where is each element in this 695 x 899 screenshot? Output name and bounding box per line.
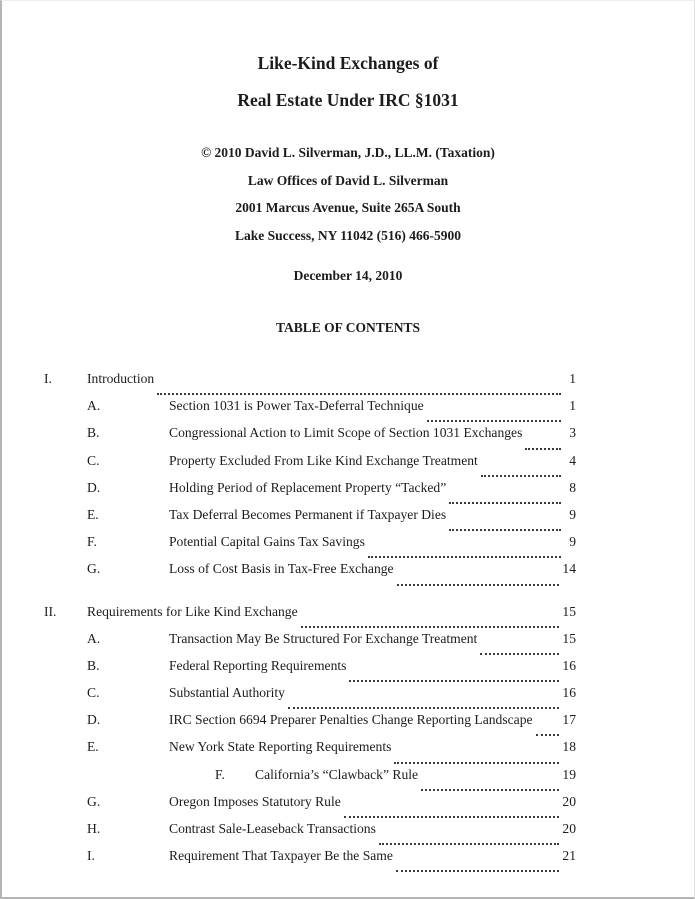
- toc-entry-title: Substantial Authority: [169, 685, 285, 701]
- toc-row: [44, 507, 576, 534]
- toc-entry-page: 8: [569, 479, 576, 495]
- dot-leader: [397, 584, 560, 586]
- dot-leader: [288, 707, 559, 709]
- toc-row: [44, 398, 576, 425]
- toc-entry-title: Requirements for Like Kind Exchange: [87, 603, 298, 619]
- toc-entry-number: C.: [87, 452, 100, 468]
- toc-entry-number: B.: [87, 425, 100, 441]
- toc-entry-title: Contrast Sale-Leaseback Transactions: [169, 821, 376, 836]
- dot-leader: [379, 843, 560, 845]
- toc-entry-page: 3: [569, 425, 576, 441]
- toc-entry-page: 14: [562, 561, 576, 577]
- toc-entry-page: 20: [562, 821, 576, 836]
- toc-entry-number: G.: [87, 793, 101, 809]
- toc-row: [44, 561, 576, 588]
- dot-leader: [349, 680, 559, 682]
- city-phone-line: Lake Success, NY 11042 (516) 466-5900: [235, 227, 461, 243]
- toc-entry-number: E.: [87, 739, 99, 755]
- document-title-line1: Like-Kind Exchanges of: [257, 53, 439, 73]
- document-title-line2: Real Estate Under IRC §1031: [237, 90, 459, 110]
- toc-entry-title: New York State Reporting Requirements: [169, 739, 392, 755]
- toc-entry-page: 16: [562, 657, 576, 673]
- toc-entry-title: Transaction May Be Structured For Exchange Treatment: [169, 630, 478, 646]
- toc-row: [44, 848, 576, 875]
- toc-entry-number: D.: [87, 712, 101, 728]
- author-block: [44, 139, 652, 249]
- dot-leader: [481, 475, 561, 477]
- toc-entry-title: Introduction: [87, 371, 155, 386]
- dot-leader: [421, 789, 559, 791]
- dot-leader: [449, 502, 561, 504]
- toc-heading: TABLE OF CONTENTS: [275, 320, 421, 335]
- toc-entry-title: IRC Section 6694 Preparer Penalties Change Reporting Landscape: [169, 712, 533, 728]
- dot-leader: [368, 556, 561, 558]
- toc-entry-number: H.: [87, 821, 101, 836]
- toc-entry-page: 1: [569, 371, 576, 386]
- toc-entry-number: I.: [87, 848, 95, 864]
- toc-entry-number: C.: [87, 685, 100, 701]
- dot-leader: [536, 734, 560, 736]
- copyright-line: © 2010 David L. Silverman, J.D., LL.M. (Taxation): [201, 145, 495, 160]
- toc-entry-page: 15: [562, 630, 576, 646]
- toc-entry-number: I.: [44, 371, 52, 386]
- toc-entry-number: A.: [87, 630, 101, 646]
- dot-leader: [301, 626, 560, 628]
- toc-entry-number: F.: [87, 534, 97, 550]
- toc-row: [44, 631, 576, 658]
- address-line: 2001 Marcus Avenue, Suite 265A South: [235, 200, 461, 215]
- toc-row: [44, 712, 576, 739]
- toc-row: [44, 534, 576, 561]
- toc-row: [44, 821, 576, 848]
- toc-entry-page: 9: [569, 534, 576, 550]
- dot-leader: [427, 420, 561, 422]
- toc-entry-number: II.: [44, 603, 57, 619]
- toc-entry-number: G.: [87, 561, 101, 577]
- toc-entry-page: 21: [562, 848, 576, 864]
- document-date: December 14, 2010: [293, 268, 403, 283]
- toc-entry-title: Federal Reporting Requirements: [169, 657, 347, 673]
- toc-row: [44, 425, 576, 452]
- dot-leader: [344, 816, 560, 818]
- toc-entry-title: Holding Period of Replacement Property “Tacked”: [169, 479, 447, 495]
- toc-entry-page: 1: [569, 398, 576, 414]
- toc-row: [44, 604, 576, 631]
- dot-leader: [396, 870, 560, 872]
- toc-entry-page: 18: [562, 739, 576, 755]
- dot-leader: [525, 448, 561, 450]
- table-of-contents: [44, 371, 576, 875]
- toc-entry-page: 4: [569, 452, 576, 468]
- toc-row: [44, 685, 576, 712]
- toc-entry-title: California’s “Clawback” Rule: [255, 766, 419, 782]
- toc-entry-title: Section 1031 is Power Tax-Deferral Technique: [169, 398, 424, 414]
- toc-row: [44, 453, 576, 480]
- document-title: [44, 45, 652, 119]
- toc-entry-title: Tax Deferral Becomes Permanent if Taxpayer Dies: [169, 506, 447, 522]
- toc-entry-page: 20: [562, 793, 576, 809]
- toc-row: [44, 371, 576, 398]
- toc-entry-title: Property Excluded From Like Kind Exchange Treatment: [169, 452, 478, 468]
- toc-row: [44, 480, 576, 507]
- toc-entry-page: 17: [562, 712, 576, 728]
- toc-entry-title: Congressional Action to Limit Scope of Section 1031 Exchanges: [169, 425, 523, 441]
- toc-row: [44, 794, 576, 821]
- toc-entry-number: F.: [215, 766, 225, 782]
- toc-entry-number: B.: [87, 657, 100, 673]
- toc-entry-title: Requirement That Taxpayer Be the Same: [169, 848, 393, 864]
- toc-entry-page: 19: [562, 766, 576, 782]
- toc-entry-number: E.: [87, 506, 99, 522]
- toc-entry-page: 9: [569, 506, 576, 522]
- dot-leader: [394, 762, 559, 764]
- toc-row: [44, 739, 576, 766]
- toc-entry-title: Oregon Imposes Statutory Rule: [169, 793, 341, 809]
- dot-leader: [449, 529, 561, 531]
- firm-name-line: Law Offices of David L. Silverman: [247, 172, 449, 188]
- toc-row: [44, 658, 576, 685]
- toc-entry-title: Loss of Cost Basis in Tax-Free Exchange: [169, 561, 394, 577]
- toc-entry-page: 15: [562, 603, 576, 619]
- toc-entry-page: 16: [562, 685, 576, 701]
- toc-entry-title: Potential Capital Gains Tax Savings: [169, 534, 365, 550]
- toc-entry-number: A.: [87, 398, 101, 414]
- toc-entry-number: D.: [87, 479, 101, 495]
- dot-leader: [480, 653, 559, 655]
- toc-row: [44, 767, 576, 794]
- dot-leader: [157, 393, 561, 395]
